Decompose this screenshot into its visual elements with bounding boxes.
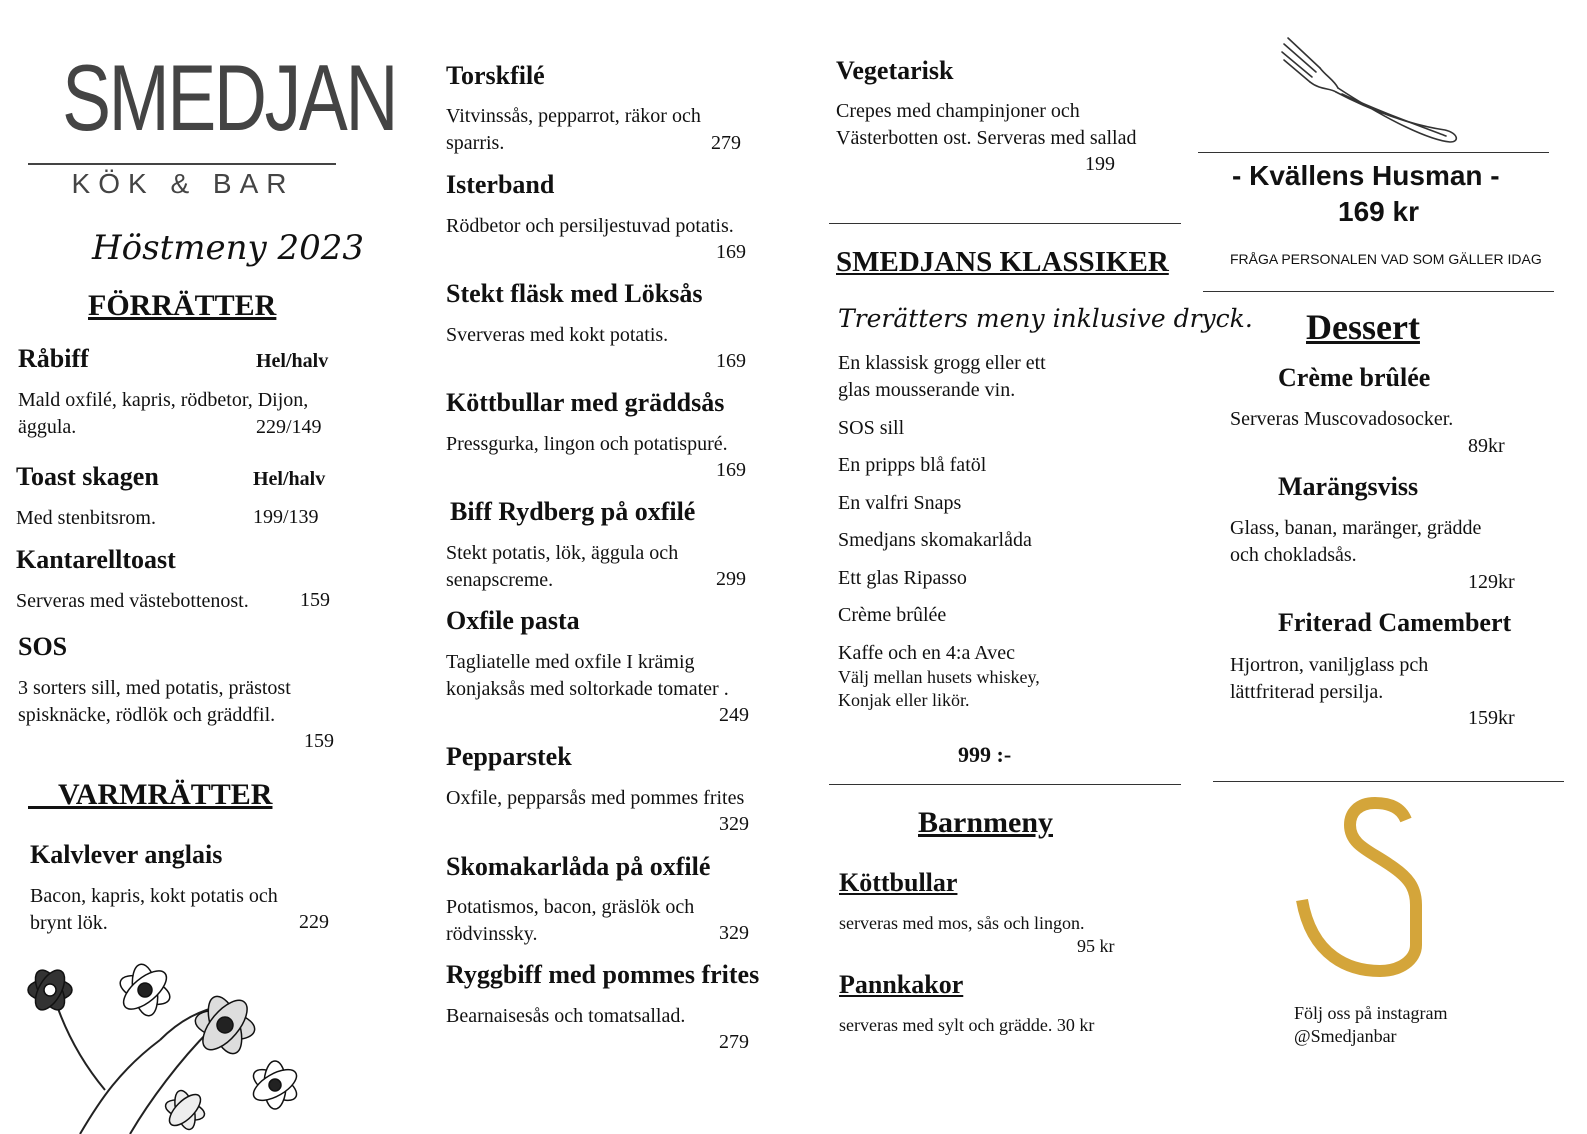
dish-desc: Mald oxfilé, kapris, rödbetor, Dijon, [18,389,309,411]
dessert-heading: Dessert [1306,307,1420,347]
klassiker-line: En pripps blå fatöl [838,454,987,476]
dish-price: 279 [711,132,741,154]
dish-price: 279 [719,1031,749,1053]
husman-note: FRÅGA PERSONALEN VAD SOM GÄLLER IDAG [1230,251,1542,267]
dish-desc: Bearnaisesås och tomatsallad. [446,1005,686,1027]
dish-desc: Serveras med västebottenost. [16,590,249,612]
dish-price: 199 [1085,153,1115,175]
dessert-desc: och chokladsås. [1230,544,1357,566]
flower-illustration [10,950,320,1134]
dish-name: Biff Rydberg på oxfilé [450,497,696,526]
logo-wordmark: SMEDJAN [62,45,397,150]
dish-desc: Med stenbitsrom. [16,507,156,529]
dish-desc: brynt lök. [30,912,108,934]
divider [1198,152,1549,153]
klassiker-line: En valfri Snaps [838,492,962,514]
klassiker-note: Konjak eller likör. [838,690,970,710]
dish-desc: konjaksås med soltorkade tomater . [446,678,729,700]
kids-dish-desc: serveras med mos, sås och lingon. [839,913,1085,933]
dessert-price: 129kr [1468,571,1515,593]
dish-name: Skomakarlåda på oxfilé [446,852,711,881]
logo-divider [28,163,336,165]
fork-icon [1280,30,1465,148]
dish-price: 159 [300,589,330,611]
varmratter-heading [28,778,272,812]
dish-name: Råbiff [18,344,89,373]
dish-price: 329 [719,922,749,944]
klassiker-price: 999 :- [958,742,1012,767]
dish-name: Vegetarisk [836,56,954,85]
dessert-name: Marängsviss [1278,472,1419,501]
season-title: Höstmeny 2023 [92,228,365,268]
dessert-desc: Glass, banan, maränger, grädde [1230,517,1482,539]
klassiker-line: Ett glas Ripasso [838,567,967,589]
dish-price: 169 [716,350,746,372]
klassiker-subtitle: Trerätters meny inklusive dryck. [838,304,1253,333]
barnmeny-heading: Barnmeny [918,806,1053,839]
forratter-heading: FÖRRÄTTER [88,289,277,322]
klassiker-line: glas mousserande vin. [838,379,1016,401]
dish-name: Köttbullar med gräddsås [446,388,725,417]
husman-price: 169 kr [1338,196,1419,227]
portion-tag: Hel/halv [253,468,326,490]
dish-name: Torskfilé [446,61,545,90]
dish-desc: Pressgurka, lingon och potatispuré. [446,433,728,455]
kids-dish-price: 95 kr [1077,936,1115,956]
s-monogram-logo [1290,795,1430,980]
dish-desc: Västerbotten ost. Serveras med sallad [836,127,1137,149]
dish-desc: Stekt potatis, lök, äggula och [446,542,679,564]
divider [1203,291,1554,292]
dish-desc: rödvinssky. [446,923,538,945]
dish-desc: Rödbetor och persiljestuvad potatis. [446,215,734,237]
dish-price: 169 [716,459,746,481]
dish-name: SOS [18,632,68,661]
dish-price: 329 [719,813,749,835]
dessert-name: Friterad Camembert [1278,608,1512,637]
kids-dish-name: Pannkakor [839,970,964,999]
dish-desc: Crepes med champinjoner och [836,100,1080,122]
dish-name: Toast skagen [16,462,159,491]
klassiker-line: SOS sill [838,417,905,439]
dish-name: Oxfile pasta [446,606,580,635]
dish-price: 229 [299,911,329,933]
dish-name: Isterband [446,170,555,199]
klassiker-heading: SMEDJANS KLASSIKER [836,246,1169,278]
dish-price: 299 [716,568,746,590]
dish-price: 249 [719,704,749,726]
dish-desc: sparris. [446,132,505,154]
dish-price: 159 [304,730,334,752]
dish-price: 229/149 [256,416,322,438]
dessert-price: 89kr [1468,435,1505,457]
dessert-name: Crème brûlée [1278,363,1431,392]
dish-desc: Bacon, kapris, kokt potatis och [30,885,278,907]
instagram-text: Följ oss på instagram [1294,1003,1448,1023]
divider [829,784,1181,785]
dish-price: 169 [716,241,746,263]
klassiker-line: Kaffe och en 4:a Avec [838,642,1015,664]
dessert-desc: Serveras Muscovadosocker. [1230,408,1454,430]
dish-desc: Oxfile, pepparsås med pommes frites [446,787,745,809]
dish-desc: äggula. [18,416,77,438]
dish-desc: spisknäcke, rödlök och gräddfil. [18,704,276,726]
dish-name: Kantarelltoast [16,545,176,574]
instagram-handle[interactable]: @Smedjanbar [1294,1026,1397,1046]
dessert-price: 159kr [1468,707,1515,729]
klassiker-note: Välj mellan husets whiskey, [838,667,1040,687]
dish-desc: Vitvinssås, pepparrot, räkor och [446,105,701,127]
smedjan-logo [28,45,397,202]
portion-tag: Hel/halv [256,350,329,372]
kids-dish-desc: serveras med sylt och grädde. 30 kr [839,1015,1095,1035]
husman-title: - Kvällens Husman - [1232,160,1500,191]
dessert-desc: Hjortron, vaniljglass pch [1230,654,1429,676]
dish-name: Kalvlever anglais [30,840,223,869]
dessert-desc: lättfriterad persilja. [1230,681,1384,703]
klassiker-line: En klassisk grogg eller ett [838,352,1046,374]
klassiker-line: Smedjans skomakarlåda [838,529,1032,551]
dish-name: Ryggbiff med pommes frites [446,960,760,989]
divider [829,223,1181,224]
dish-desc: Tagliatelle med oxfile I krämig [446,651,695,673]
varmratter-heading-text: VARMRÄTTER [58,778,273,811]
dish-name: Pepparstek [446,742,572,771]
divider [1213,781,1564,782]
dish-desc: 3 sorters sill, med potatis, prästost [18,677,291,699]
logo-subtitle: KÖK & BAR [71,168,295,199]
dish-name: Stekt fläsk med Löksås [446,279,703,308]
dish-price: 199/139 [253,506,319,528]
kids-dish-name: Köttbullar [839,868,958,897]
dish-desc: Sververas med kokt potatis. [446,324,669,346]
dish-desc: senapscreme. [446,569,554,591]
dish-desc: Potatismos, bacon, gräslök och [446,896,695,918]
klassiker-line: Crème brûlée [838,604,947,626]
